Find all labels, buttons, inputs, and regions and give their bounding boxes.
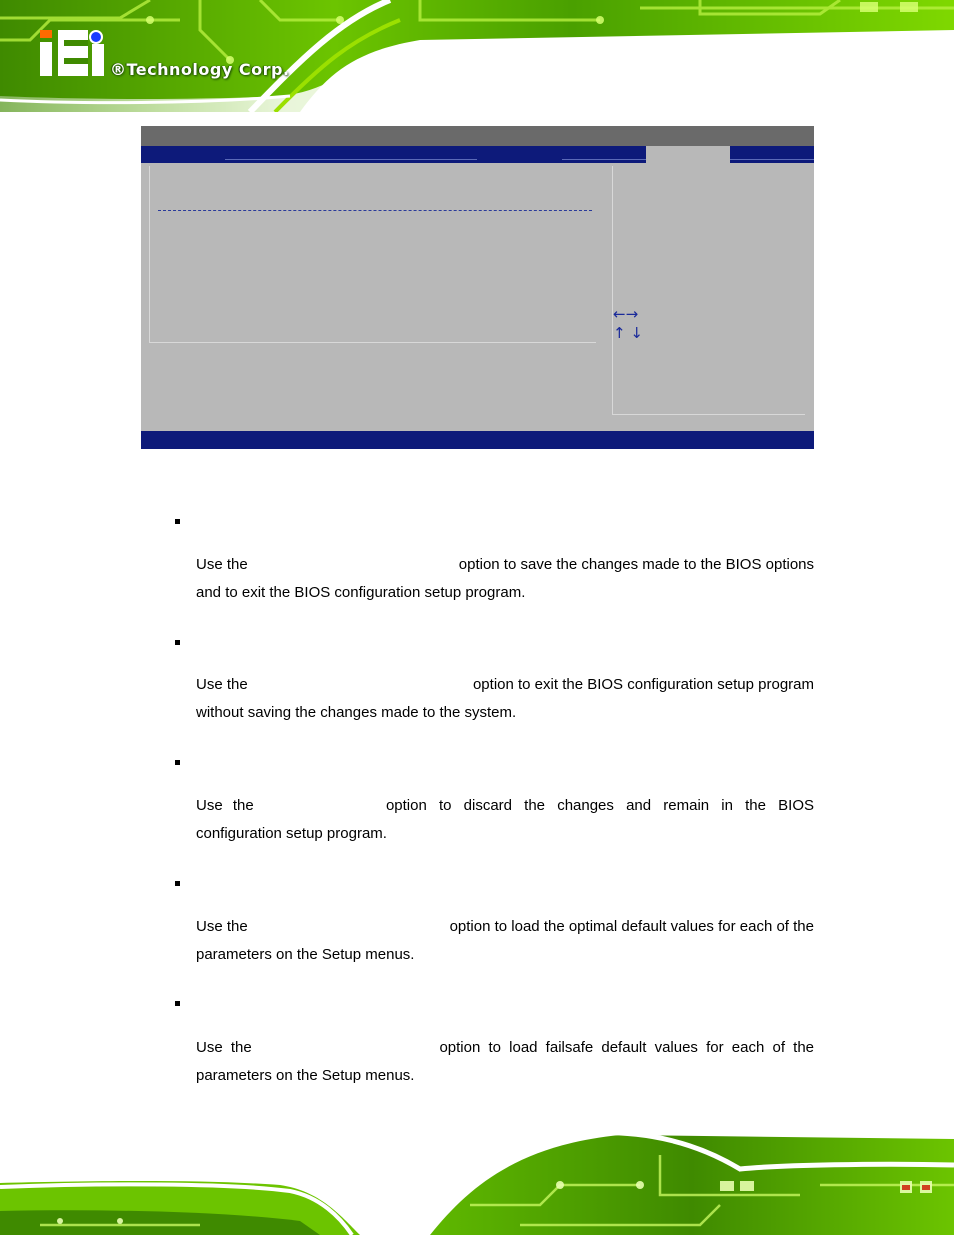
circuit-board-footer-graphic: [0, 1125, 954, 1235]
bios-menu-bar: [141, 146, 814, 163]
text-start: Use the: [196, 556, 248, 573]
text-continuation: parameters on the Setup menus.: [196, 946, 415, 963]
bullet-marker: [175, 760, 180, 765]
footer-banner: [0, 1125, 954, 1235]
header-banner: [0, 0, 954, 112]
bios-tab: [393, 146, 477, 163]
text-start: Use the: [196, 676, 248, 693]
bullet-marker: [175, 881, 180, 886]
text-continuation: and to exit the BIOS configuration setup program.: [196, 584, 526, 601]
text-end: option to save the changes made to the BIOS options: [458, 556, 814, 573]
text-continuation: parameters on the Setup menus.: [196, 1067, 415, 1084]
text-continuation: without saving the changes made to the system.: [196, 704, 517, 721]
description-paragraph: [196, 792, 814, 848]
bios-tab: [225, 146, 309, 163]
text-continuation: configuration setup program.: [196, 825, 387, 842]
text-start: Use the: [196, 1039, 252, 1056]
text-end: option to exit the BIOS configuration setup program: [472, 676, 814, 693]
bullet-marker: [175, 1001, 180, 1006]
description-paragraph: [196, 1034, 814, 1090]
text-end: option to load the optimal default values for each of the: [449, 918, 814, 935]
bios-tab: [309, 146, 393, 163]
text-end: option to load failsafe default values for each of the: [439, 1039, 814, 1056]
iei-logo: [40, 30, 104, 76]
bios-tab: [562, 146, 646, 163]
description-paragraph: [196, 551, 814, 607]
text-start: Use the: [196, 797, 254, 814]
bios-separator: [158, 210, 592, 211]
description-paragraph: [196, 671, 814, 727]
bios-tab-active: [646, 146, 730, 163]
bullet-marker: [175, 519, 180, 524]
company-name: ®Technology Corp.: [110, 60, 290, 79]
bios-title-bar: [141, 126, 814, 146]
left-right-arrow-keys: ←→: [613, 305, 639, 323]
description-paragraph: [196, 913, 814, 969]
bios-help-panel: [612, 166, 805, 415]
circuit-board-header-graphic: [0, 0, 954, 112]
bios-tab: [730, 146, 814, 163]
bios-screenshot: [141, 126, 814, 449]
text-start: Use the: [196, 918, 248, 935]
bios-status-bar: [141, 431, 814, 449]
text-end: option to discard the changes and remain in the BIOS: [385, 797, 814, 814]
bullet-marker: [175, 640, 180, 645]
up-down-arrow-keys: ↑ ↓: [613, 324, 643, 342]
bios-options-panel: [149, 166, 596, 343]
